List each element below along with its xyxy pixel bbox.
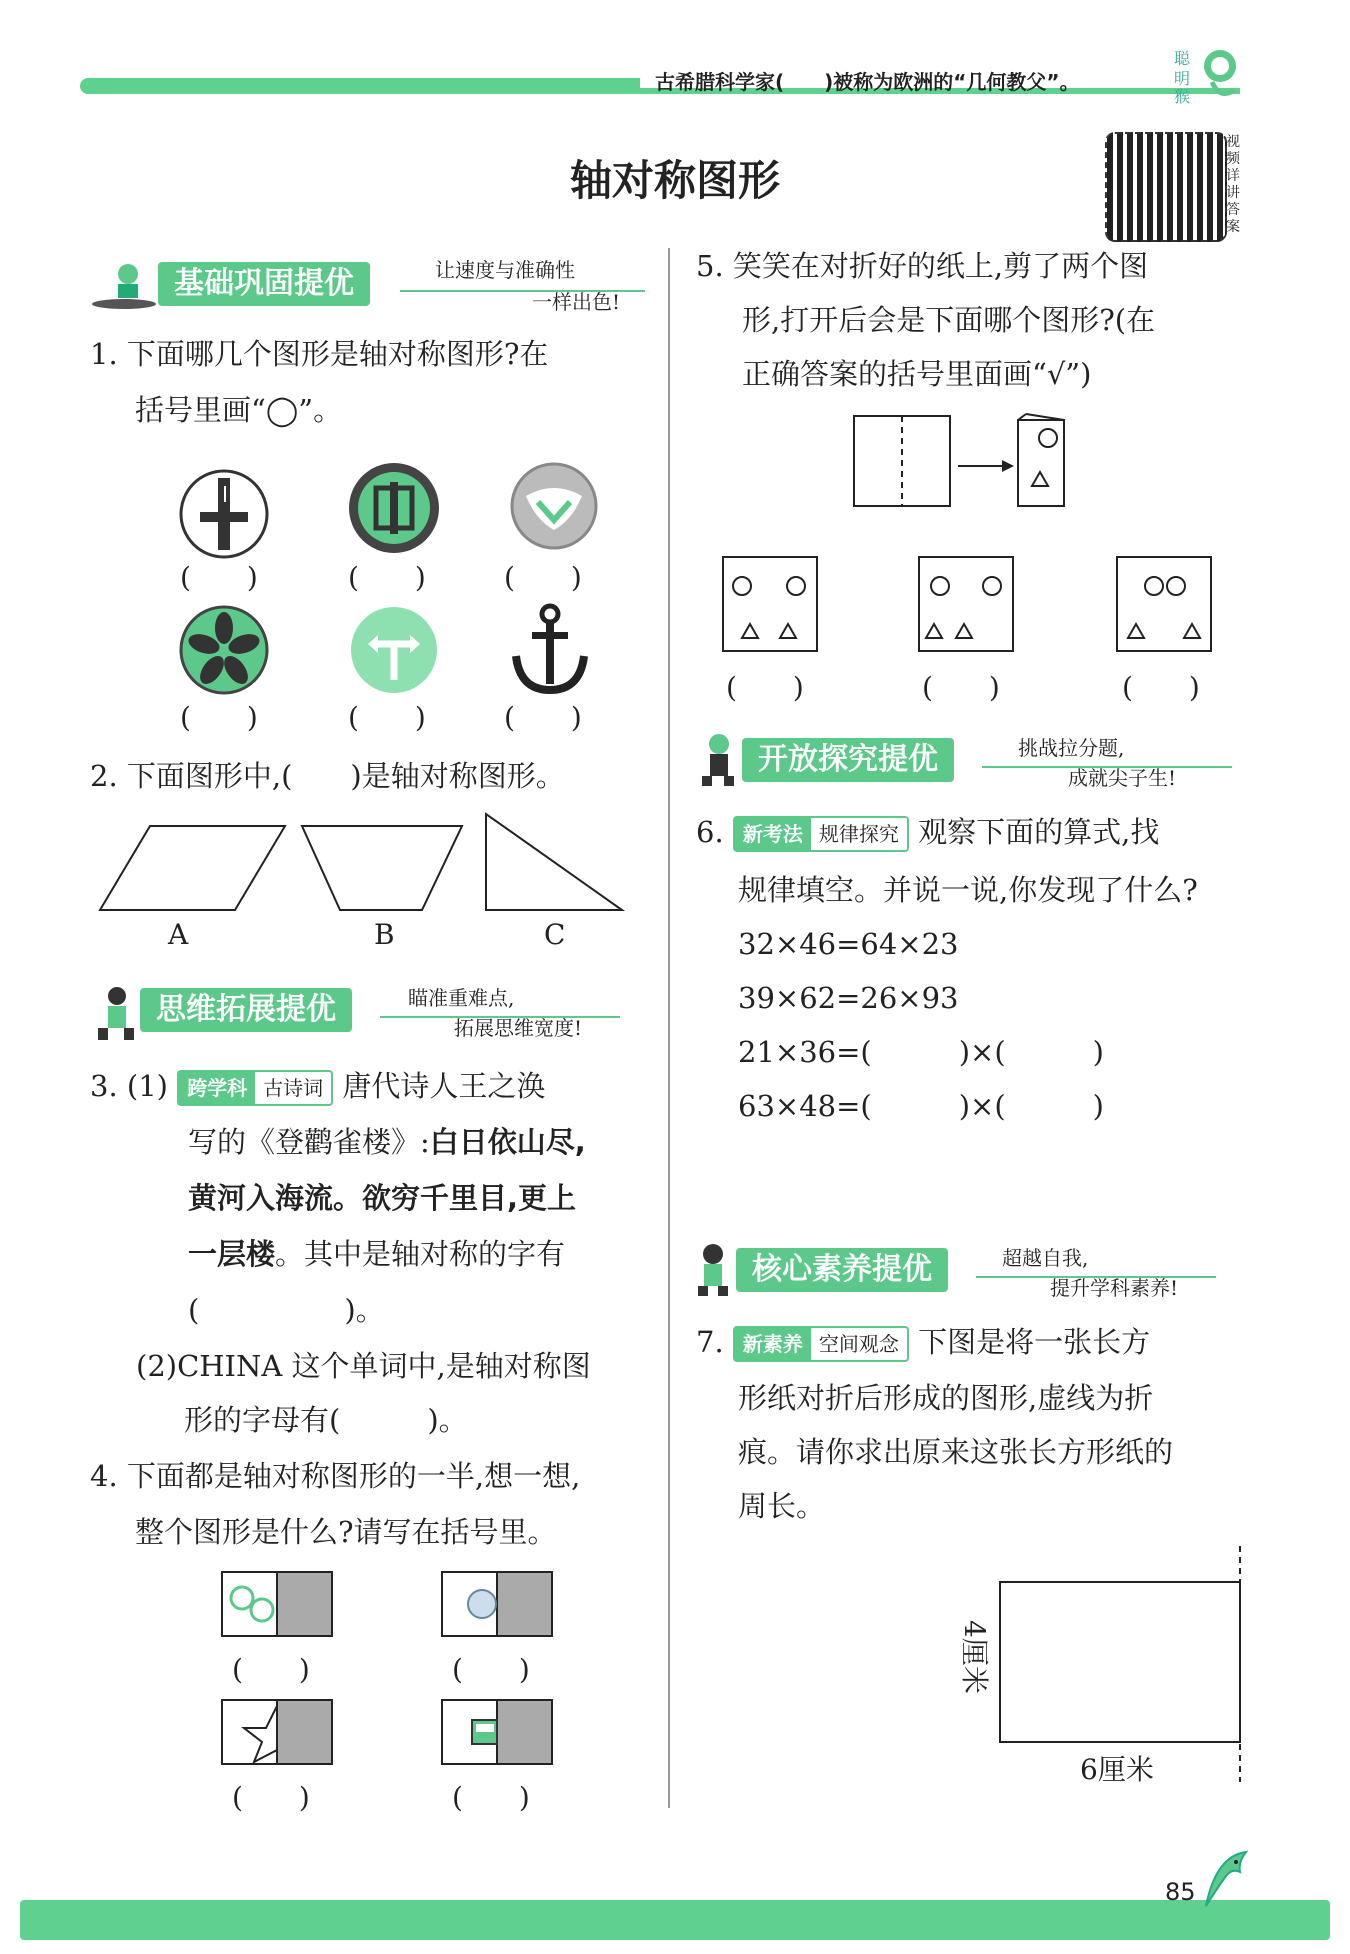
q1-answer-2[interactable]: ( ) xyxy=(348,561,426,594)
q2-label-b: B xyxy=(374,918,395,951)
triangle-shape xyxy=(486,814,622,910)
section-thinking: 思维拓展提优 xyxy=(140,988,352,1032)
q3-tag-cross: 跨学科 古诗词 xyxy=(177,1070,333,1106)
svg-text:聪: 聪 xyxy=(1174,49,1191,68)
q4-line2: 整个图形是什么?请写在括号里。 xyxy=(135,1515,557,1549)
q4-answer-4[interactable]: ( ) xyxy=(452,1781,530,1814)
q6-eq1: 32×46=64×23 xyxy=(738,927,959,961)
q3-answer-1[interactable]: ( )。 xyxy=(188,1293,385,1327)
q1-line2: 括号里画“◯”。 xyxy=(135,393,343,427)
explorer-kid-icon xyxy=(694,732,744,788)
q6-line2: 规律填空。并说一说,你发现了什么? xyxy=(738,873,1198,907)
qr-code[interactable] xyxy=(1105,132,1227,242)
fork-logo-icon xyxy=(178,468,270,560)
q4-line1: 4. 下面都是轴对称图形的一半,想一想, xyxy=(90,1459,581,1493)
q1-answer-5[interactable]: ( ) xyxy=(348,701,426,734)
q7-line4: 周长。 xyxy=(738,1489,826,1523)
q5-answer-b[interactable]: ( ) xyxy=(922,671,1000,704)
core-kid-icon xyxy=(690,1242,736,1298)
q7-line3: 痕。请你求出原来这张长方形纸的 xyxy=(738,1435,1174,1469)
q5-line2: 形,打开后会是下面哪个图形?(在 xyxy=(742,303,1156,337)
section-basic-motto2: 一样出色! xyxy=(532,290,621,314)
q4-answer-2[interactable]: ( ) xyxy=(452,1653,530,1686)
q3-line1: 3. (1) 跨学科 古诗词 唐代诗人王之涣 xyxy=(90,1058,545,1114)
q7-line2: 形纸对折后形成的图形,虚线为折 xyxy=(738,1381,1154,1415)
svg-text:猴: 猴 xyxy=(1174,87,1191,106)
skateboard-kid-icon xyxy=(88,262,158,312)
q5-line1: 5. 笑笑在对折好的纸上,剪了两个图 xyxy=(696,249,1149,283)
q7-side-label: 4厘米 xyxy=(958,1620,991,1694)
q2-label-c: C xyxy=(544,918,566,951)
svg-text:明: 明 xyxy=(1174,69,1191,88)
q6-eq4[interactable]: 63×48=( )×( ) xyxy=(738,1089,1104,1123)
q5-line3: 正确答案的括号里面画“√”) xyxy=(742,357,1092,391)
section-explore-motto2: 成就尖子生! xyxy=(1068,766,1177,790)
half-star-icon xyxy=(222,1700,332,1766)
half-car-icon xyxy=(442,1700,552,1766)
half-glasses-icon xyxy=(222,1572,332,1638)
q2-text: 2. 下面图形中,( )是轴对称图形。 xyxy=(90,759,565,793)
q5-option-b xyxy=(918,556,1014,652)
page-number: 85 xyxy=(1165,1878,1196,1906)
section-basic: 基础巩固提优 xyxy=(158,262,370,306)
section-core: 核心素养提优 xyxy=(736,1248,948,1292)
q1-answer-1[interactable]: ( ) xyxy=(180,561,258,594)
section-core-motto1: 超越自我, xyxy=(1002,1246,1089,1270)
q6-line1: 6. 新考法 规律探究 观察下面的算式,找 xyxy=(696,804,1159,860)
q3-line6: (2)CHINA 这个单词中,是轴对称图 xyxy=(136,1349,591,1383)
q6-tag: 新考法 规律探究 xyxy=(733,816,909,852)
q1-answer-4[interactable]: ( ) xyxy=(180,701,258,734)
section-explore-motto1: 挑战拉分题, xyxy=(1018,736,1125,760)
q1-answer-6[interactable]: ( ) xyxy=(504,701,582,734)
trapezoid-shape xyxy=(302,826,462,910)
bank-logo-icon xyxy=(346,460,442,556)
turn-arrow-sign-icon xyxy=(348,604,440,696)
q4-answer-3[interactable]: ( ) xyxy=(232,1781,310,1814)
header-tip: 古希腊科学家( )被称为欧洲的“几何教父”。 xyxy=(655,70,1080,94)
half-flower-icon xyxy=(442,1572,552,1638)
section-basic-motto1: 让速度与准确性 xyxy=(435,258,575,282)
q4-answer-1[interactable]: ( ) xyxy=(232,1653,310,1686)
kungfu-kid-icon xyxy=(92,986,142,1042)
q6-eq3[interactable]: 21×36=( )×( ) xyxy=(738,1035,1104,1069)
q3-answer-2[interactable]: 形的字母有( )。 xyxy=(184,1403,468,1437)
q7-bottom-label: 6厘米 xyxy=(1080,1753,1154,1786)
column-divider xyxy=(668,248,670,1808)
folded-paper-diagram xyxy=(852,412,1072,512)
q1-line1: 1. 下面哪几个图形是轴对称图形?在 xyxy=(90,337,549,371)
monkey-mascot-icon xyxy=(1172,40,1242,104)
parallelogram-shape xyxy=(100,826,285,910)
footer-band xyxy=(20,1900,1330,1940)
q5-option-c xyxy=(1116,556,1212,652)
section-explore: 开放探究提优 xyxy=(742,738,954,782)
q7-line1: 7. 新素养 空间观念 下图是将一张长方 xyxy=(696,1314,1150,1370)
anchor-icon xyxy=(510,604,590,696)
dolphin-icon xyxy=(1196,1846,1256,1916)
q5-answer-a[interactable]: ( ) xyxy=(726,671,804,704)
qr-label: 视频详讲答案 xyxy=(1226,134,1240,235)
q3-line3: 黄河入海流。欲穷千里目,更上 xyxy=(188,1181,577,1215)
steering-logo-icon xyxy=(508,460,600,552)
q1-answer-3[interactable]: ( ) xyxy=(504,561,582,594)
bauhinia-flower-icon xyxy=(178,604,270,696)
q5-option-a xyxy=(722,556,818,652)
q3-line4: 一层楼。其中是轴对称的字有 xyxy=(188,1237,566,1271)
q7-tag: 新素养 空间观念 xyxy=(733,1326,909,1362)
section-thinking-motto1: 瞄准重难点, xyxy=(408,986,515,1010)
q2-label-a: A xyxy=(168,918,189,951)
section-thinking-motto2: 拓展思维宽度! xyxy=(454,1016,583,1040)
q3-line2: 写的《登鹳雀楼》:白日依山尽, xyxy=(188,1125,586,1159)
q6-eq2: 39×62=26×93 xyxy=(738,981,959,1015)
q5-answer-c[interactable]: ( ) xyxy=(1122,671,1200,704)
section-core-motto2: 提升学科素养! xyxy=(1050,1276,1179,1300)
header-band xyxy=(80,78,640,94)
page-title: 轴对称图形 xyxy=(569,156,780,205)
